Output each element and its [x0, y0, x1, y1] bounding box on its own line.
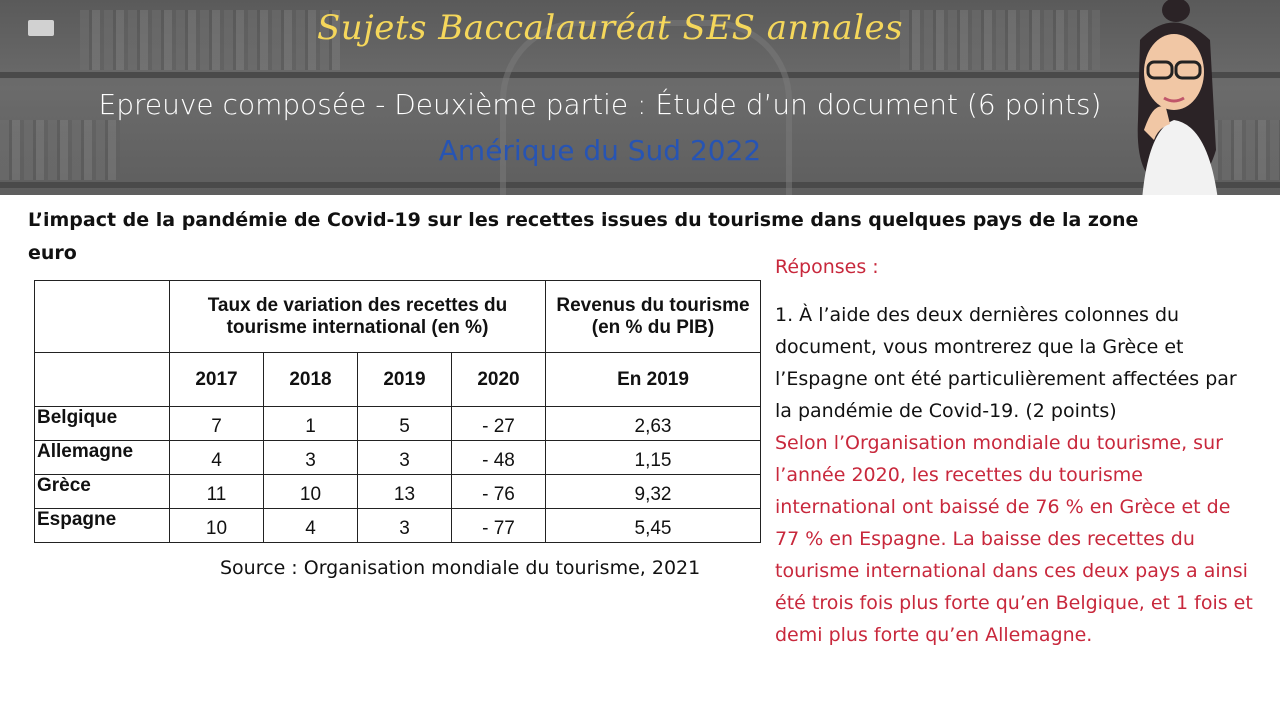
column-header: 2019 — [358, 353, 452, 407]
column-header: 2020 — [452, 353, 546, 407]
banner-subtitle: Epreuve composée - Deuxième partie : Étude d’un document (6 points) — [98, 88, 1102, 121]
table-row — [35, 475, 761, 509]
table-cell: - 48 — [452, 441, 546, 475]
table-group-header: Taux de variation des recettes du tourisme international (en %) — [170, 281, 546, 353]
table-cell: 2,63 — [546, 407, 761, 441]
table-cell: 1 — [264, 407, 358, 441]
table-cell: 1,15 — [546, 441, 761, 475]
table-cell: 9,32 — [546, 475, 761, 509]
banner-title: Sujets Baccalauréat SES annales — [316, 8, 904, 48]
tourism-data-table — [34, 280, 761, 543]
table-cell: 3 — [264, 441, 358, 475]
table-cell: 10 — [170, 509, 264, 543]
table-cell: 11 — [170, 475, 264, 509]
table-group-header: Revenus du tourisme (en % du PIB) — [546, 281, 761, 353]
table-cell: 13 — [358, 475, 452, 509]
column-header: En 2019 — [546, 353, 761, 407]
table-cell: 10 — [264, 475, 358, 509]
table-row — [35, 509, 761, 543]
answers-panel — [775, 251, 1255, 651]
table-cell: 7 — [170, 407, 264, 441]
question-text: 1. À l’aide des deux dernières colonnes du document, vous montrerez que la Grèce et l’Espagne ont été particulièrement affectées par la pandémie de Covid-19. (2 points) — [775, 304, 1237, 422]
table-corner-cell — [35, 281, 170, 353]
table-cell: - 27 — [452, 407, 546, 441]
table-cell: 4 — [264, 509, 358, 543]
answers-heading: Réponses : — [775, 256, 879, 278]
row-label: Espagne — [35, 509, 170, 543]
table-cell: 3 — [358, 509, 452, 543]
document-title: L’impact de la pandémie de Covid-19 sur les recettes issues du tourisme dans quelques pays de la zone euro — [28, 209, 1139, 264]
header-banner — [0, 0, 1280, 195]
table-row — [35, 441, 761, 475]
row-label: Allemagne — [35, 441, 170, 475]
table-cell: 5 — [358, 407, 452, 441]
exit-sign-icon — [28, 20, 54, 36]
table-cell: - 77 — [452, 509, 546, 543]
column-header: 2017 — [170, 353, 264, 407]
row-label: Grèce — [35, 475, 170, 509]
background-bookshelf — [0, 120, 120, 180]
background-bookshelf — [900, 10, 1100, 70]
table-cell: 5,45 — [546, 509, 761, 543]
teacher-avatar-icon — [1118, 0, 1228, 195]
table-row — [35, 407, 761, 441]
table-cell: 3 — [358, 441, 452, 475]
exam-session: Amérique du Sud 2022 — [438, 134, 762, 167]
table-cell: - 76 — [452, 475, 546, 509]
answer-text: Selon l’Organisation mondiale du tourisme, sur l’année 2020, les recettes du tourisme international ont baissé de 76 % en Grèce et de 77 % en Espagne. La baisse des recettes du tourisme international dans ces deux pays a ainsi été trois fois plus forte qu’en Belgique, et 1 fois et demi plus forte qu’en Allemagne. — [775, 432, 1253, 646]
table-source: Source : Organisation mondiale du tourisme, 2021 — [220, 557, 701, 579]
column-header: 2018 — [264, 353, 358, 407]
table-cell: 4 — [170, 441, 264, 475]
table-corner-cell — [35, 353, 170, 407]
row-label: Belgique — [35, 407, 170, 441]
